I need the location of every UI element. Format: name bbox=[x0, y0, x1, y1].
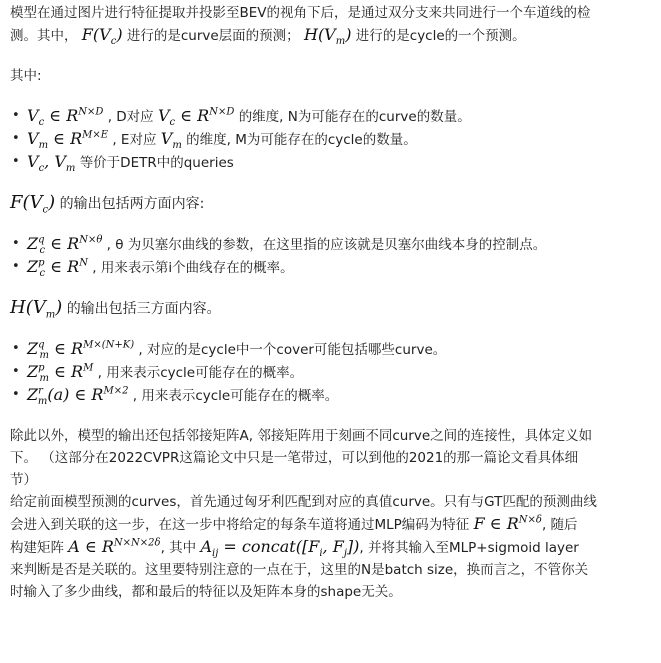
math-vm: $V_m$ ∈ $R^{M\times E}$ bbox=[27, 129, 109, 152]
math-F-feature: F ∈ $R^{N\times\delta}$ bbox=[473, 514, 542, 533]
math-zmq: $Z^q_m$ ∈ $R^{M\times(N+K)}$ bbox=[27, 339, 135, 362]
list-item: • $Z^p_m$ ∈ $R^M$ , 用来表示cycle可能存在的概率。 bbox=[10, 361, 651, 384]
intro-line-1: 模型在通过图片进行特征提取并投影至BEV的视角下后，是通过双分支来共同进行一个车道线的检 bbox=[10, 5, 591, 21]
math-vc-2: $V_c$ ∈ $R^{N\times D}$ bbox=[157, 106, 235, 129]
f-section-heading: $F(V_c)$ 的输出包括两方面内容: bbox=[10, 192, 205, 216]
list-item: • $Z^q_c$ ∈ $R^{N\times\theta}$ , θ 为贝塞尔曲线的参数，在这里指的应该就是贝塞尔曲线本身的控制点。 bbox=[10, 233, 651, 256]
math-vc: $V_c$ ∈ $R^{N\times D}$ bbox=[27, 106, 104, 129]
math-Aij: $A_{ij}$ = $concat([F_i$, $F_j$]) bbox=[200, 537, 360, 560]
adjacency-paragraph: 除此以外，模型的输出还包括邻接矩阵A, 邻接矩阵用于刻画不同curve之间的连接性，具体定义如 下。 （这部分在2022CVPR这篇论文中只是一笔带过，可以到他的2021的那一篇论文看具体细 节） bbox=[10, 428, 593, 488]
math-vc-vm: $V_c$, $V_m$ bbox=[27, 152, 76, 175]
list-item: • $Z^r_m(a)$ ∈ $R^{M\times 2}$ , 用来表示cycle可能存在的概率。 bbox=[10, 384, 651, 407]
association-paragraph: 给定前面模型预测的curves，首先通过匈牙利匹配到对应的真值curve。只有与GT匹配的预测曲线 会进入到关联的这一步，在这一步中将给定的每条车道将通过MLP编码为特征 F ∈ $R^{N\times\delta}$, 随后 构建矩阵 A ∈ $R^{N\times N\times 2\delta}$, 其中 $A_{ij}$ = $concat([F_i$, $F_j$]), 并将其输入至MLP+sigmoid layer 来判断是否是关联的。这里要特别注意的一点在于，这里的N是batch size，换而言之，不管你关 时输入了多少曲线，都和最后的特征以及矩阵本身的shape无关。 bbox=[10, 494, 597, 600]
f-output-list bbox=[10, 233, 651, 279]
list-item: • $V_m$ ∈ $R^{M\times E}$ , E对应 $V_m$ 的维度, M为可能存在的cycle的数量。 bbox=[10, 128, 651, 151]
h-section-heading: $H(V_m)$ 的输出包括三方面内容。 bbox=[10, 297, 221, 321]
math-F-Vc: $F(V_c)$ bbox=[81, 25, 123, 48]
h-output-list bbox=[10, 338, 651, 407]
qizhong-label: 其中: bbox=[10, 68, 42, 84]
math-zmr: $Z^r_m(a)$ ∈ $R^{M\times 2}$ bbox=[27, 385, 129, 408]
math-zcp: $Z^p_c$ ∈ $R^N$ bbox=[27, 257, 88, 280]
math-zcq: $Z^q_c$ ∈ $R^{N\times\theta}$ bbox=[27, 234, 103, 257]
variable-list bbox=[10, 105, 651, 174]
math-A-matrix: A ∈ $R^{N\times N\times 2\delta}$ bbox=[68, 537, 161, 556]
intro-line-2: 测。其中， $F(V_c)$ 进行的是curve层面的预测； $H(V_m)$ 进行的是cycle的一个预测。 bbox=[10, 25, 526, 48]
math-H-Vm: $H(V_m)$ bbox=[303, 25, 352, 48]
list-item: • $V_c$, $V_m$ 等价于DETR中的queries bbox=[10, 151, 651, 174]
math-vm-2: $V_m$ bbox=[160, 129, 182, 152]
list-item: • $Z^p_c$ ∈ $R^N$ , 用来表示第i个曲线存在的概率。 bbox=[10, 256, 651, 279]
math-zmp: $Z^p_m$ ∈ $R^M$ bbox=[27, 362, 94, 385]
list-item: • $Z^q_m$ ∈ $R^{M\times(N+K)}$ , 对应的是cycle中一个cover可能包括哪些curve。 bbox=[10, 338, 651, 361]
list-item: • $V_c$ ∈ $R^{N\times D}$ , D对应 $V_c$ ∈ $R^{N\times D}$ 的维度, N为可能存在的curve的数量。 bbox=[10, 105, 651, 128]
